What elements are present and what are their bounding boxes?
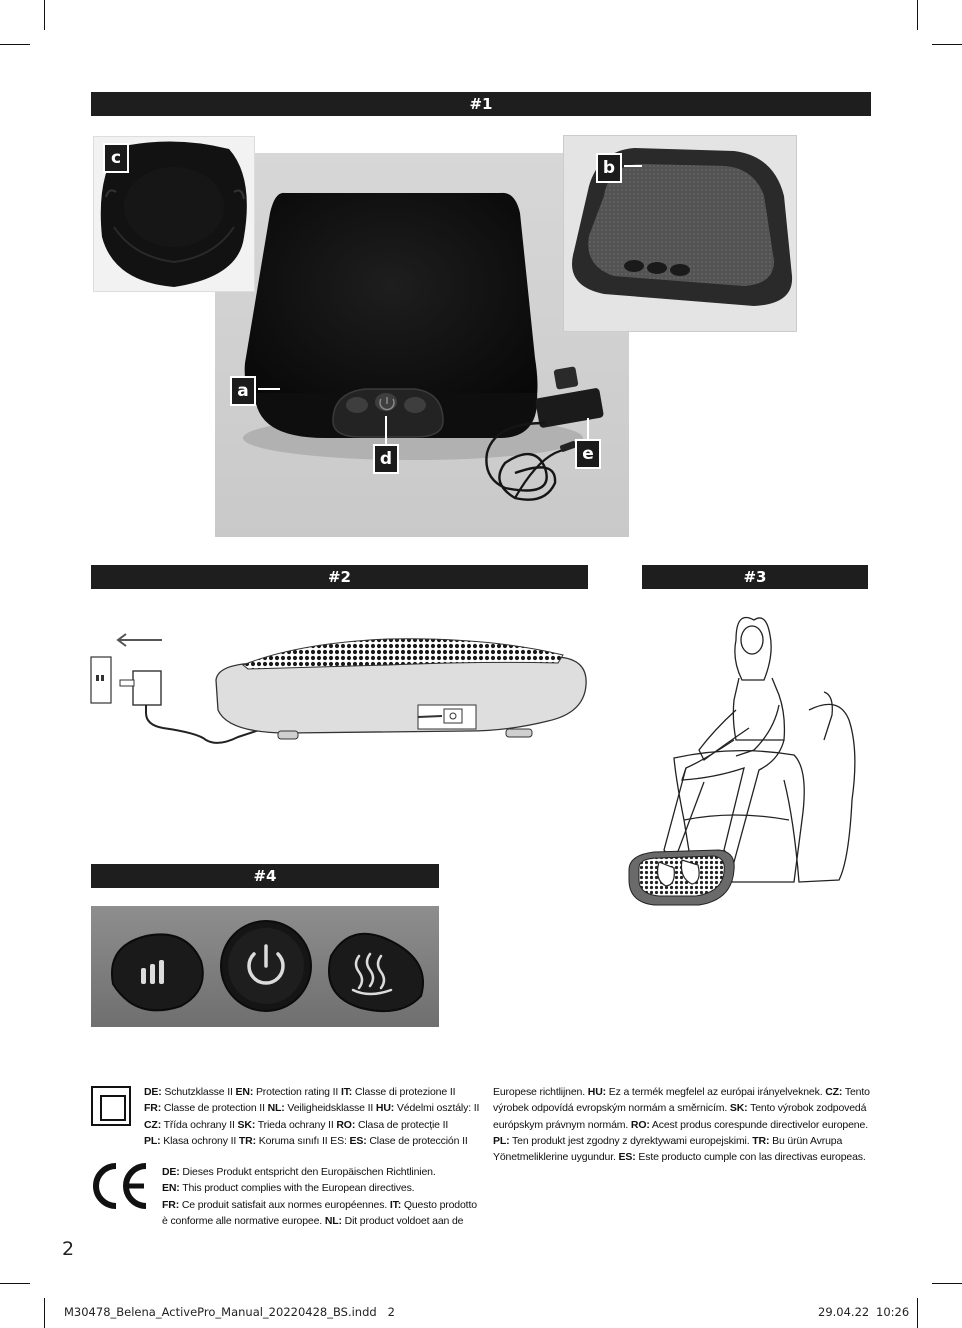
language-code: DE: [144,1086,162,1098]
crop-mark [917,0,918,30]
statement-text: Protection rating II [253,1086,341,1098]
label-d: d [373,444,399,474]
ce-declaration-text-continued [493,1084,870,1165]
ce-declaration-text [162,1164,477,1229]
text-line [493,1133,863,1149]
leader-line-e [587,418,589,439]
text-line [493,1149,866,1165]
statement-text: Ce produit satisfait aux normes européennes. [179,1198,390,1211]
statement-text: Ten produkt jest zgodny z dyrektywami europejskimi. [509,1134,753,1147]
text-line [162,1197,477,1213]
language-code: SK: [237,1118,256,1131]
crop-mark [0,1283,30,1284]
language-code: ES: [618,1151,636,1164]
label-c: c [103,143,129,173]
language-code: PL: [493,1134,510,1147]
statement-text: Classe di protezione II [352,1086,456,1098]
crop-mark [917,1298,918,1328]
leader-line-b [624,165,642,167]
text-line [493,1084,870,1100]
footer-date: 29.04.22 [818,1305,870,1319]
statement-text: Yönetmeliklerine uygundur. [493,1151,619,1164]
statement-text: Bu ürün Avrupa [769,1134,843,1147]
language-code: NL: [324,1214,342,1227]
text-line [144,1133,474,1149]
protection-class-ii-icon [91,1086,131,1126]
statement-text: Clase de protección II [366,1134,468,1147]
language-code: RO: [630,1118,650,1131]
language-code: TR: [752,1134,770,1147]
text-line [493,1117,868,1133]
language-code: CZ: [825,1086,843,1098]
language-code: PL: [144,1134,161,1147]
connection-illustration [88,625,593,755]
language-code: RO: [336,1118,356,1131]
statement-text: Este producto cumple con las directivas europeas. [635,1151,866,1164]
language-code: EN: [235,1086,254,1098]
statement-text: výrobek odpovídá evropským normám a směrnicím. [493,1102,730,1115]
statement-text: Europese richtlijnen. [493,1086,588,1098]
protection-class-text [144,1084,480,1149]
control-panel-photo [91,906,439,1027]
label-e: e [575,439,601,469]
crop-mark [44,1298,45,1328]
crop-mark [932,1283,962,1284]
language-code: HU: [587,1086,606,1098]
control-buttons-image [91,906,439,1027]
statement-text: Schutzklasse II [161,1086,236,1098]
section-header-4: #4 [91,864,439,888]
statement-text: Tento [842,1086,870,1098]
section-header-3: #3 [642,565,868,589]
statement-text: è conforme alle normative europee. [162,1214,325,1227]
language-code: NL: [267,1102,285,1115]
statement-text: Clasa de protecție II [355,1118,449,1131]
ce-mark-icon [88,1158,152,1214]
statement-text: Questo prodotto [401,1198,477,1211]
text-line [144,1100,480,1116]
leader-line-d [385,416,387,444]
language-code: FR: [144,1102,162,1115]
footer-time: 10:26 [876,1305,910,1319]
language-code: DE: [162,1166,180,1178]
language-code: ES: [349,1134,367,1147]
leader-line-a [258,388,280,390]
statement-text: Klasa ochrony II [160,1134,239,1147]
language-code: IT: [340,1086,353,1098]
crop-mark [0,44,30,45]
statement-text: Koruma sınıfı II ES: [255,1134,350,1147]
statement-text: Védelmi osztály: II [394,1102,480,1115]
language-code: IT: [389,1198,402,1211]
language-code: SK: [729,1102,748,1115]
usage-illustration [624,600,859,908]
text-line [162,1164,472,1180]
text-line [162,1213,472,1229]
statement-text: This product complies with the European directives. [179,1182,415,1195]
language-code: FR: [162,1198,180,1211]
statement-text: Dit product voldoet aan de [341,1214,464,1227]
statement-text: Trieda ochrany II [255,1118,337,1131]
label-b: b [596,153,622,183]
statement-text: Ez a termék megfelel az európai irányelveknek. [605,1086,826,1098]
crop-mark [932,44,962,45]
statement-text: Dieses Produkt entspricht den Europäischen Richtlinien. [179,1166,436,1178]
section-header-1: #1 [91,92,871,116]
page-number: 2 [62,1238,75,1260]
language-code: CZ: [144,1118,162,1131]
statement-text: európskym právnym normám. [493,1118,631,1131]
crop-mark [44,0,45,30]
statement-text: Classe de protection II [161,1102,268,1115]
text-line [493,1100,867,1116]
statement-text: Veiligheidsklasse II [284,1102,376,1115]
section-header-2: #2 [91,565,588,589]
footer-filename: M30478_Belena_ActivePro_Manual_20220428_BS.indd 2 [64,1305,395,1319]
text-line [144,1084,474,1100]
language-code: EN: [162,1182,180,1195]
text-line [162,1180,472,1196]
text-line [144,1117,474,1133]
statement-text: Acest produs corespunde directivelor europene. [649,1118,868,1131]
label-a: a [230,376,256,406]
language-code: TR: [238,1134,256,1147]
language-code: HU: [375,1102,395,1115]
statement-text: Tento výrobok zodpovedá [747,1102,867,1115]
statement-text: Třída ochrany II [161,1118,238,1131]
